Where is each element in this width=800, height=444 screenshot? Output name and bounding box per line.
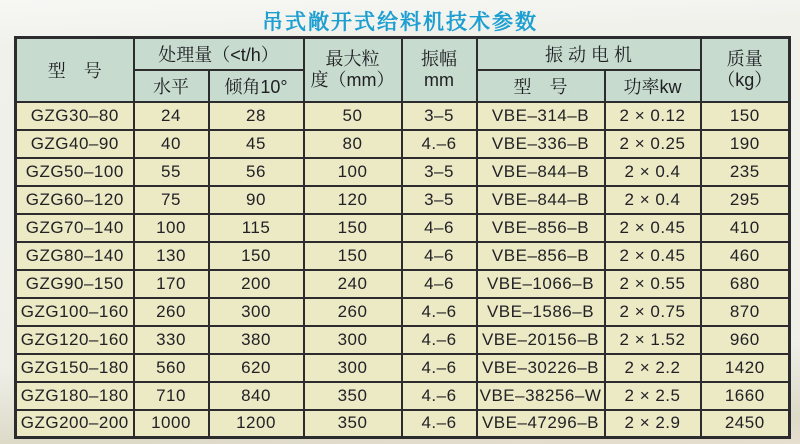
cell-max-particle: 150 bbox=[304, 242, 402, 270]
col-header-max-particle bbox=[304, 38, 402, 102]
cell-mass: 870 bbox=[701, 298, 790, 326]
cell-amplitude: 3–5 bbox=[402, 102, 477, 130]
col-header-capacity-incline: 倾角10° bbox=[209, 70, 304, 102]
cell-mass: 190 bbox=[701, 130, 790, 158]
cell-mass: 150 bbox=[701, 102, 790, 130]
table-row bbox=[16, 130, 790, 158]
cell-capacity-incline: 90 bbox=[209, 186, 304, 214]
cell-model: GZG80–140 bbox=[16, 242, 134, 270]
cell-motor-model: VBE–856–B bbox=[477, 214, 605, 242]
cell-capacity-horizontal: 710 bbox=[134, 382, 209, 410]
cell-model: GZG90–150 bbox=[16, 270, 134, 298]
cell-capacity-horizontal: 560 bbox=[134, 354, 209, 382]
table-row bbox=[16, 354, 790, 382]
cell-motor-power: 2 × 0.25 bbox=[605, 130, 701, 158]
table-row bbox=[16, 298, 790, 326]
header-line: 质量 bbox=[726, 48, 763, 69]
cell-model: GZG70–140 bbox=[16, 214, 134, 242]
header-line: （kg） bbox=[717, 69, 773, 90]
cell-max-particle: 260 bbox=[304, 298, 402, 326]
cell-motor-power: 2 × 0.55 bbox=[605, 270, 701, 298]
cell-capacity-incline: 150 bbox=[209, 242, 304, 270]
cell-mass: 680 bbox=[701, 270, 790, 298]
cell-model: GZG100–160 bbox=[16, 298, 134, 326]
header-line: 度（mm） bbox=[310, 69, 395, 90]
col-header-model: 型 号 bbox=[16, 38, 134, 102]
cell-capacity-horizontal: 100 bbox=[134, 214, 209, 242]
cell-max-particle: 150 bbox=[304, 214, 402, 242]
cell-amplitude: 3–5 bbox=[402, 186, 477, 214]
table-body bbox=[16, 102, 790, 438]
cell-motor-power: 2 × 0.4 bbox=[605, 158, 701, 186]
cell-motor-model: VBE–30226–B bbox=[477, 354, 605, 382]
cell-capacity-horizontal: 170 bbox=[134, 270, 209, 298]
cell-mass: 1660 bbox=[701, 382, 790, 410]
col-header-capacity-group: 处理量（<t/h） bbox=[134, 38, 304, 70]
cell-motor-model: VBE–844–B bbox=[477, 158, 605, 186]
cell-max-particle: 350 bbox=[304, 382, 402, 410]
cell-capacity-incline: 1200 bbox=[209, 410, 304, 438]
cell-max-particle: 50 bbox=[304, 102, 402, 130]
cell-capacity-incline: 115 bbox=[209, 214, 304, 242]
col-header-motor-power: 功率kw bbox=[605, 70, 701, 102]
cell-amplitude: 4.–6 bbox=[402, 354, 477, 382]
header-line: 振幅 bbox=[421, 48, 457, 69]
col-header-capacity-horizontal: 水平 bbox=[134, 70, 209, 102]
cell-motor-power: 2 × 2.9 bbox=[605, 410, 701, 438]
cell-max-particle: 100 bbox=[304, 158, 402, 186]
cell-max-particle: 120 bbox=[304, 186, 402, 214]
cell-capacity-incline: 840 bbox=[209, 382, 304, 410]
header-line: 最大粒 bbox=[325, 48, 380, 69]
cell-model: GZG40–90 bbox=[16, 130, 134, 158]
cell-motor-power: 2 × 0.45 bbox=[605, 214, 701, 242]
cell-amplitude: 4.–6 bbox=[402, 130, 477, 158]
cell-capacity-horizontal: 55 bbox=[134, 158, 209, 186]
cell-motor-power: 2 × 0.75 bbox=[605, 298, 701, 326]
cell-motor-model: VBE–844–B bbox=[477, 186, 605, 214]
cell-mass: 235 bbox=[701, 158, 790, 186]
cell-max-particle: 80 bbox=[304, 130, 402, 158]
cell-motor-model: VBE–20156–B bbox=[477, 326, 605, 354]
cell-capacity-horizontal: 130 bbox=[134, 242, 209, 270]
cell-motor-model: VBE–856–B bbox=[477, 242, 605, 270]
cell-motor-power: 2 × 0.4 bbox=[605, 186, 701, 214]
cell-model: GZG180–180 bbox=[16, 382, 134, 410]
cell-amplitude: 4.–6 bbox=[402, 326, 477, 354]
cell-amplitude: 4.–6 bbox=[402, 382, 477, 410]
table-row bbox=[16, 382, 790, 410]
cell-capacity-incline: 200 bbox=[209, 270, 304, 298]
cell-model: GZG30–80 bbox=[16, 102, 134, 130]
col-header-amplitude bbox=[402, 38, 477, 102]
col-header-motor-model: 型 号 bbox=[477, 70, 605, 102]
cell-capacity-incline: 380 bbox=[209, 326, 304, 354]
table-row bbox=[16, 102, 790, 130]
cell-mass: 960 bbox=[701, 326, 790, 354]
cell-model: GZG60–120 bbox=[16, 186, 134, 214]
cell-model: GZG50–100 bbox=[16, 158, 134, 186]
cell-model: GZG150–180 bbox=[16, 354, 134, 382]
cell-amplitude: 4–6 bbox=[402, 214, 477, 242]
cell-mass: 295 bbox=[701, 186, 790, 214]
cell-motor-model: VBE–38256–W bbox=[477, 382, 605, 410]
cell-motor-model: VBE–336–B bbox=[477, 130, 605, 158]
cell-motor-model: VBE–1586–B bbox=[477, 298, 605, 326]
cell-max-particle: 300 bbox=[304, 354, 402, 382]
spec-table bbox=[14, 36, 791, 439]
cell-mass: 1420 bbox=[701, 354, 790, 382]
cell-capacity-incline: 300 bbox=[209, 298, 304, 326]
cell-capacity-incline: 620 bbox=[209, 354, 304, 382]
cell-capacity-incline: 56 bbox=[209, 158, 304, 186]
col-header-mass bbox=[701, 38, 790, 102]
cell-mass: 410 bbox=[701, 214, 790, 242]
cell-amplitude: 4.–6 bbox=[402, 410, 477, 438]
cell-capacity-incline: 45 bbox=[209, 130, 304, 158]
cell-max-particle: 300 bbox=[304, 326, 402, 354]
cell-motor-power: 2 × 0.12 bbox=[605, 102, 701, 130]
cell-amplitude: 3–5 bbox=[402, 158, 477, 186]
cell-mass: 460 bbox=[701, 242, 790, 270]
cell-max-particle: 240 bbox=[304, 270, 402, 298]
cell-model: GZG120–160 bbox=[16, 326, 134, 354]
cell-capacity-horizontal: 260 bbox=[134, 298, 209, 326]
cell-motor-model: VBE–1066–B bbox=[477, 270, 605, 298]
cell-capacity-incline: 28 bbox=[209, 102, 304, 130]
cell-model: GZG200–200 bbox=[16, 410, 134, 438]
table-row bbox=[16, 214, 790, 242]
cell-amplitude: 4–6 bbox=[402, 270, 477, 298]
cell-mass: 2450 bbox=[701, 410, 790, 438]
table-row bbox=[16, 326, 790, 354]
cell-capacity-horizontal: 1000 bbox=[134, 410, 209, 438]
cell-capacity-horizontal: 24 bbox=[134, 102, 209, 130]
cell-amplitude: 4.–6 bbox=[402, 298, 477, 326]
page-title: 吊式敞开式给料机技术参数 bbox=[262, 11, 538, 34]
cell-motor-power: 2 × 2.2 bbox=[605, 354, 701, 382]
cell-motor-power: 2 × 0.45 bbox=[605, 242, 701, 270]
col-header-motor-group: 振 动 电 机 bbox=[477, 38, 701, 70]
cell-capacity-horizontal: 75 bbox=[134, 186, 209, 214]
table-row bbox=[16, 242, 790, 270]
table-row bbox=[16, 158, 790, 186]
cell-motor-model: VBE–47296–B bbox=[477, 410, 605, 438]
cell-max-particle: 350 bbox=[304, 410, 402, 438]
cell-amplitude: 4–6 bbox=[402, 242, 477, 270]
cell-capacity-horizontal: 330 bbox=[134, 326, 209, 354]
table-row bbox=[16, 270, 790, 298]
cell-motor-power: 2 × 2.5 bbox=[605, 382, 701, 410]
header-line: mm bbox=[424, 69, 454, 90]
table-row bbox=[16, 186, 790, 214]
table-row bbox=[16, 410, 790, 438]
cell-motor-model: VBE–314–B bbox=[477, 102, 605, 130]
cell-capacity-horizontal: 40 bbox=[134, 130, 209, 158]
cell-motor-power: 2 × 1.52 bbox=[605, 326, 701, 354]
